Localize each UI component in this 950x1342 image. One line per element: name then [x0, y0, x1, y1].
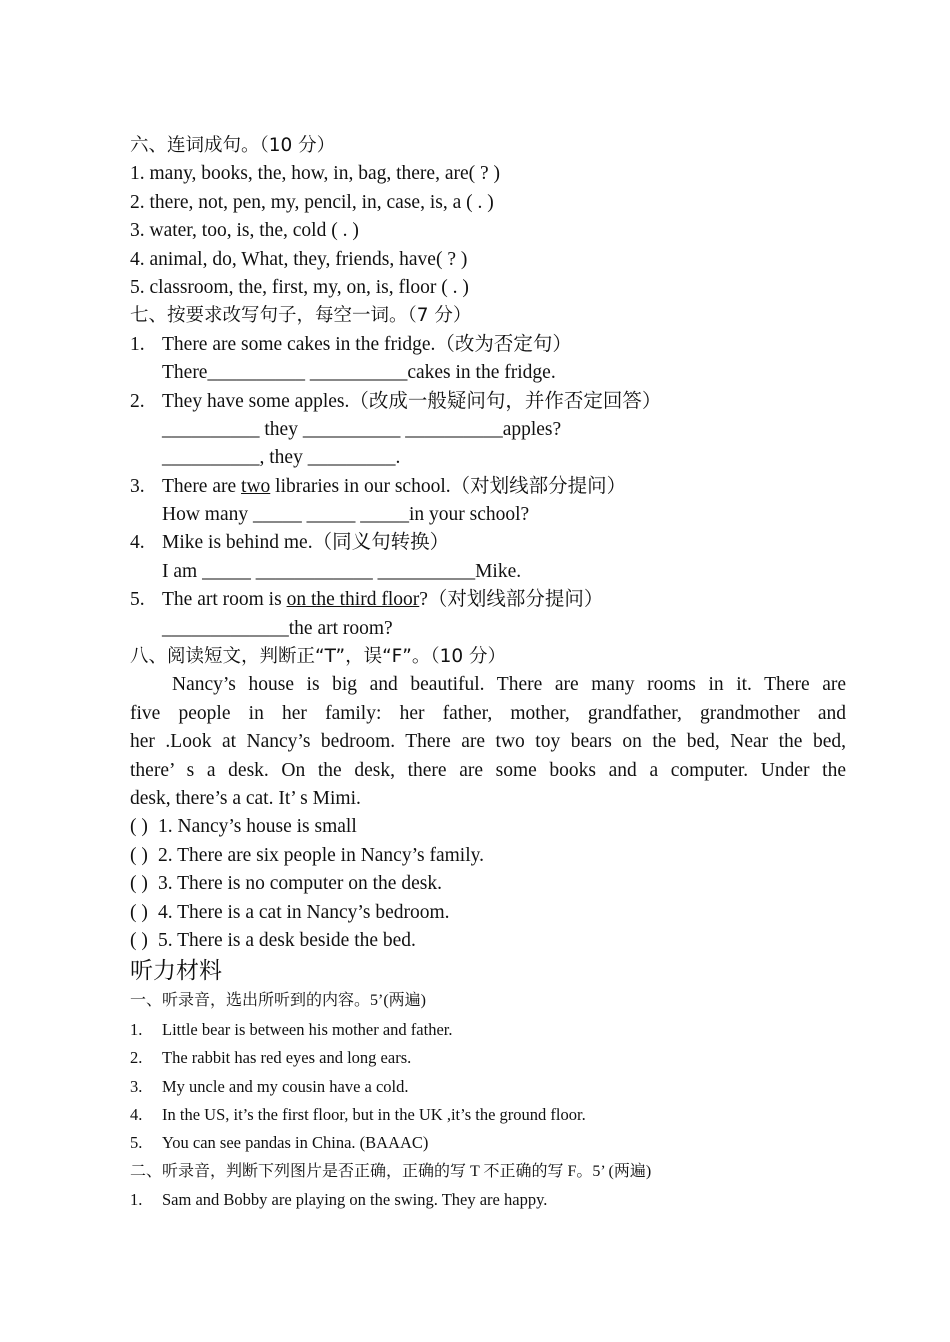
tf-statement: 3. There is no computer on the desk.: [158, 873, 442, 895]
item-number: 1.: [130, 1190, 143, 1210]
listening-title: 听力材料: [130, 958, 222, 985]
item-text: Little bear is between his mother and father.: [162, 1019, 453, 1039]
tf-item: [130, 927, 846, 955]
answer-blank[interactable]: ( ): [130, 816, 148, 838]
section7-q2: [130, 388, 846, 416]
tf-statement: 1. Nancy’s house is small: [158, 816, 357, 838]
section8-heading: 八、阅读短文，判断正“T”，误“F”。（10 分）: [130, 646, 507, 668]
answer-blank[interactable]: ( ): [130, 901, 148, 923]
listening-part1-heading: 一、听录音，选出所听到的内容。5’(两遍): [130, 992, 426, 1010]
passage-line: there’ s a desk. On the desk, there are some books and a computer. Under the: [130, 759, 846, 781]
question-number: 5.: [130, 589, 145, 611]
section7-q4: [130, 529, 846, 557]
question-number: 1.: [130, 333, 145, 355]
question-text: They have some apples.（改成一般疑问句，并作否定回答）: [162, 390, 662, 412]
passage-line: desk, there’s a cat. It’ s Mimi.: [130, 788, 361, 810]
question-text: Mike is behind me.（同义句转换）: [162, 532, 450, 554]
section6-item: 5. classroom, the, first, my, on, is, floor ( . ): [130, 276, 469, 298]
section7-q2-answer2: __________, they _________.: [162, 447, 401, 469]
item-number: 2.: [130, 1048, 143, 1068]
tf-statement: 5. There is a desk beside the bed.: [158, 930, 416, 952]
listening-item: [130, 1044, 846, 1072]
tf-item: [130, 899, 846, 927]
worksheet-page: [130, 132, 846, 1215]
item-number: 3.: [130, 1076, 143, 1096]
listening-part2-heading: 二、听录音，判断下列图片是否正确，正确的写 T 不正确的写 F。5’ (两遍): [130, 1162, 652, 1180]
section6-item: 4. animal, do, What, they, friends, have( ? ): [130, 248, 468, 270]
section7-q3-answer: How many _____ _____ _____in your school?: [162, 504, 530, 526]
question-text-post: libraries in our school.（对划线部分提问）: [270, 475, 627, 497]
item-text: In the US, it’s the first floor, but in the UK ,it’s the ground floor.: [162, 1104, 586, 1124]
passage-line: Nancy’s house is big and beautiful. There are many rooms in it. There are: [172, 674, 846, 696]
section6-item: 3. water, too, is, the, cold ( . ): [130, 220, 359, 242]
listening-item: [130, 1101, 846, 1129]
question-text-pre: The art room is: [162, 589, 287, 611]
section6-heading: 六、连词成句。（10 分）: [130, 135, 336, 156]
reading-passage: [130, 671, 846, 813]
section7-heading: 七、按要求改写句子，每空一词。（7 分）: [130, 305, 472, 327]
passage-line: five people in her family: her father, mother, grandfather, grandmother and: [130, 702, 846, 724]
section7-q1: [130, 331, 846, 359]
listening-item: [130, 1016, 846, 1044]
question-text-post: ?（对划线部分提问）: [419, 589, 604, 611]
section7-q2-answer1: __________ they __________ __________apples?: [162, 418, 562, 440]
answer-blank[interactable]: ( ): [130, 930, 148, 952]
section7-q5-answer: _____________the art room?: [162, 617, 393, 639]
tf-statement: 2. There are six people in Nancy’s family.: [158, 844, 484, 866]
question-number: 2.: [130, 390, 145, 412]
answer-blank[interactable]: ( ): [130, 844, 148, 866]
item-text: The rabbit has red eyes and long ears.: [162, 1048, 412, 1068]
item-number: 4.: [130, 1104, 143, 1124]
item-number: 1.: [130, 1019, 143, 1039]
question-number: 4.: [130, 532, 145, 554]
item-text: My uncle and my cousin have a cold.: [162, 1076, 409, 1096]
section7-q5: [130, 586, 846, 614]
listening-item: [130, 1186, 846, 1214]
listening-item: [130, 1073, 846, 1101]
section7-q4-answer: I am _____ ____________ __________Mike.: [162, 560, 522, 582]
underlined-word: two: [241, 475, 271, 497]
section6-item: 1. many, books, the, how, in, bag, there, are( ? ): [130, 163, 501, 185]
section7-q1-answer: There__________ __________cakes in the fridge.: [162, 362, 556, 384]
item-number: 5.: [130, 1133, 143, 1153]
passage-line: her .Look at Nancy’s bedroom. There are two toy bears on the bed, Near the bed,: [130, 731, 846, 753]
listening-item: [130, 1129, 846, 1157]
tf-item: [130, 870, 846, 898]
question-number: 3.: [130, 475, 145, 497]
item-text: Sam and Bobby are playing on the swing. They are happy.: [162, 1190, 548, 1210]
answer-blank[interactable]: ( ): [130, 873, 148, 895]
section7-q3: [130, 473, 846, 501]
question-text: There are some cakes in the fridge.（改为否定句）: [162, 333, 572, 355]
section6-item: 2. there, not, pen, my, pencil, in, case, is, a ( . ): [130, 191, 494, 213]
underlined-phrase: on the third floor: [286, 589, 420, 611]
question-text-pre: There are: [162, 475, 242, 497]
tf-item: [130, 842, 846, 870]
tf-item: [130, 813, 846, 841]
item-text: You can see pandas in China. (BAAAC): [162, 1133, 429, 1153]
tf-statement: 4. There is a cat in Nancy’s bedroom.: [158, 901, 450, 923]
